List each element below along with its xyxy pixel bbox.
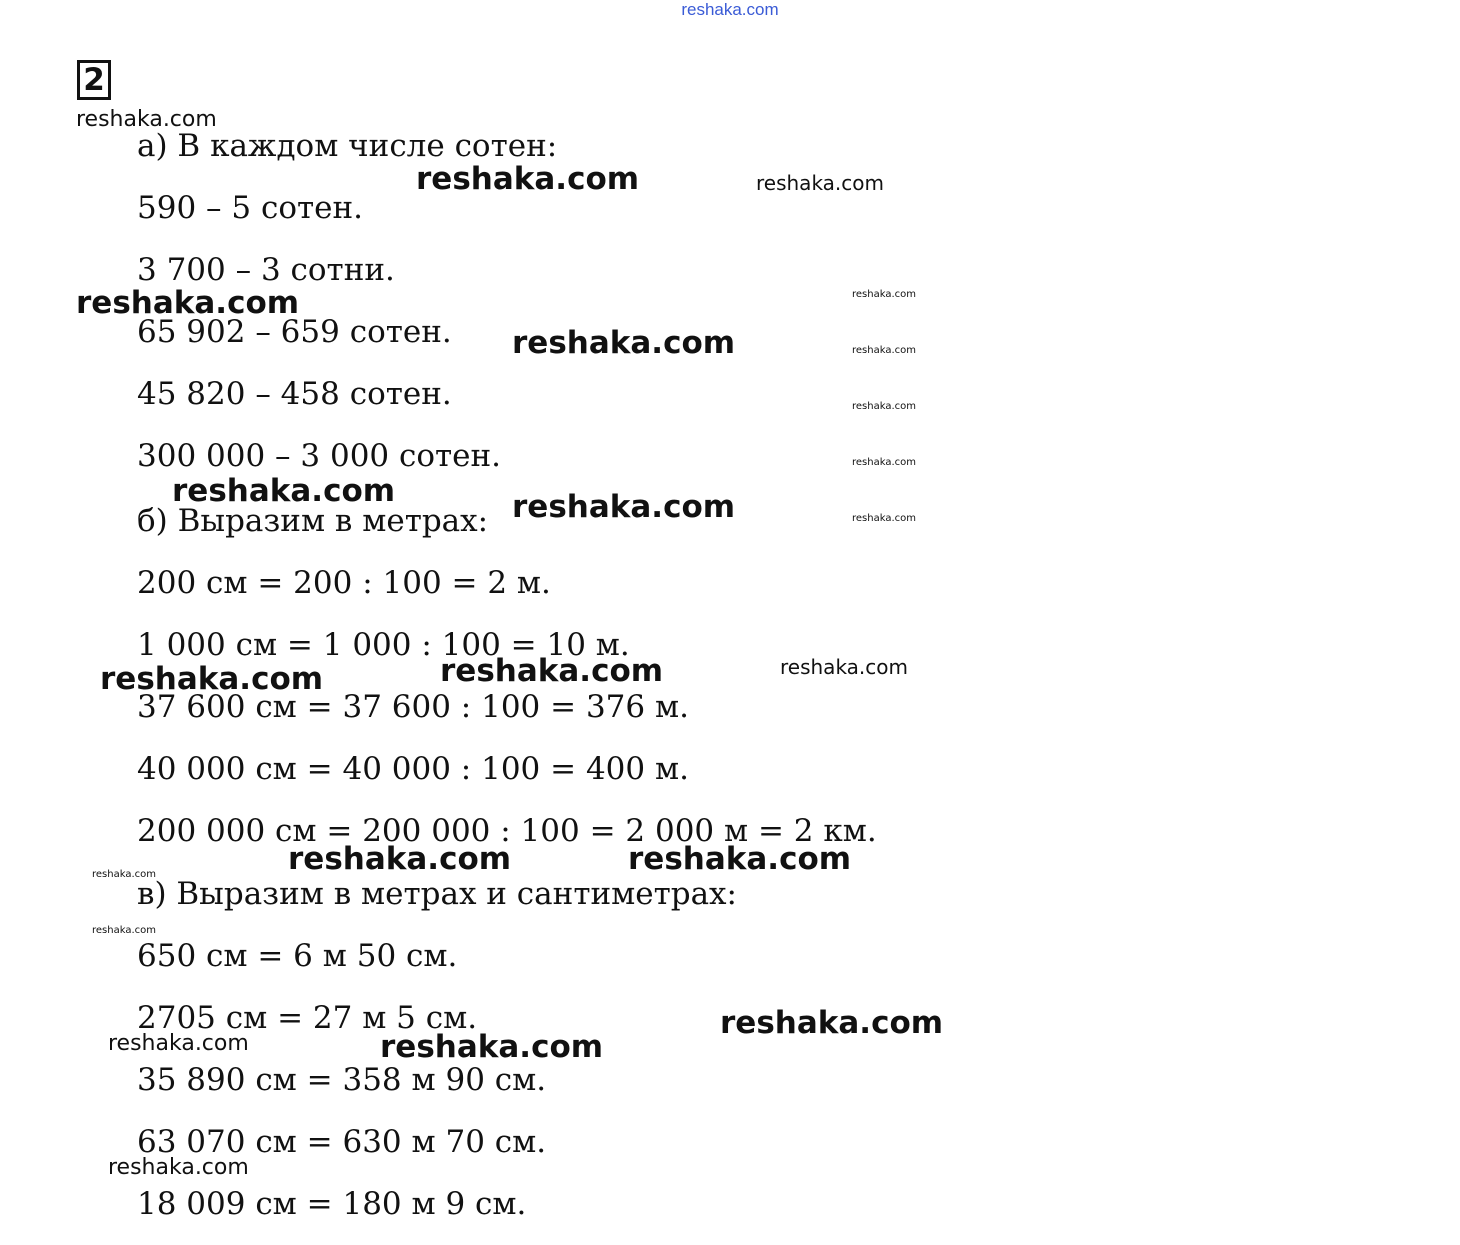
section-c-line: 35 890 см = 358 м 90 см. [137,1062,547,1098]
watermark: reshaka.com [852,513,916,524]
watermark: reshaka.com [440,653,664,689]
watermark: reshaka.com [416,161,640,197]
section-a-line: 300 000 – 3 000 сотен. [137,438,502,474]
section-a-line: 3 700 – 3 сотни. [137,252,395,288]
section-a-line: 45 820 – 458 сотен. [137,376,452,412]
section-b-line: 200 см = 200 : 100 = 2 м. [137,565,551,601]
section-b-line: 1 000 см = 1 000 : 100 = 10 м. [137,627,630,663]
watermark: reshaka.com [76,285,300,321]
watermark: reshaka.com [108,1031,249,1056]
watermark: reshaka.com [100,661,324,697]
section-c-line: 650 см = 6 м 50 см. [137,938,458,974]
section-a-line: 65 902 – 659 сотен. [137,314,452,350]
section-b-line: 200 000 см = 200 000 : 100 = 2 000 м = 2 км. [137,813,877,849]
watermark: reshaka.com [512,489,736,525]
watermark: reshaka.com [512,325,736,361]
watermark: reshaka.com [172,473,396,509]
watermark: reshaka.com [76,107,217,132]
watermark: reshaka.com [92,925,156,936]
watermark: reshaka.com [756,171,884,195]
section-b-line: 40 000 см = 40 000 : 100 = 400 м. [137,751,689,787]
watermark: reshaka.com [852,345,916,356]
section-c-line: 63 070 см = 630 м 70 см. [137,1124,547,1160]
watermark: reshaka.com [288,841,512,877]
watermark: reshaka.com [720,1005,944,1041]
watermark: reshaka.com [852,401,916,412]
watermark: reshaka.com [380,1029,604,1065]
watermark: reshaka.com [852,289,916,300]
section-a-line: 590 – 5 сотен. [137,190,363,226]
watermark: reshaka.com [780,655,908,679]
section-c-line: 18 009 см = 180 м 9 см. [137,1186,527,1222]
section-c-heading: в) Выразим в метрах и сантиметрах: [137,876,737,912]
section-c-line: 2705 см = 27 м 5 см. [137,1000,478,1036]
watermark: reshaka.com [108,1155,249,1180]
section-b-line: 37 600 см = 37 600 : 100 = 376 м. [137,689,689,725]
watermark: reshaka.com [92,869,156,880]
watermark: reshaka.com [852,457,916,468]
task-number: 2 [77,60,111,100]
section-b-heading: б) Выразим в метрах: [137,503,489,539]
section-a-heading: а) В каждом числе сотен: [137,128,558,164]
watermark: reshaka.com [628,841,852,877]
site-link[interactable]: reshaka.com [681,0,779,19]
